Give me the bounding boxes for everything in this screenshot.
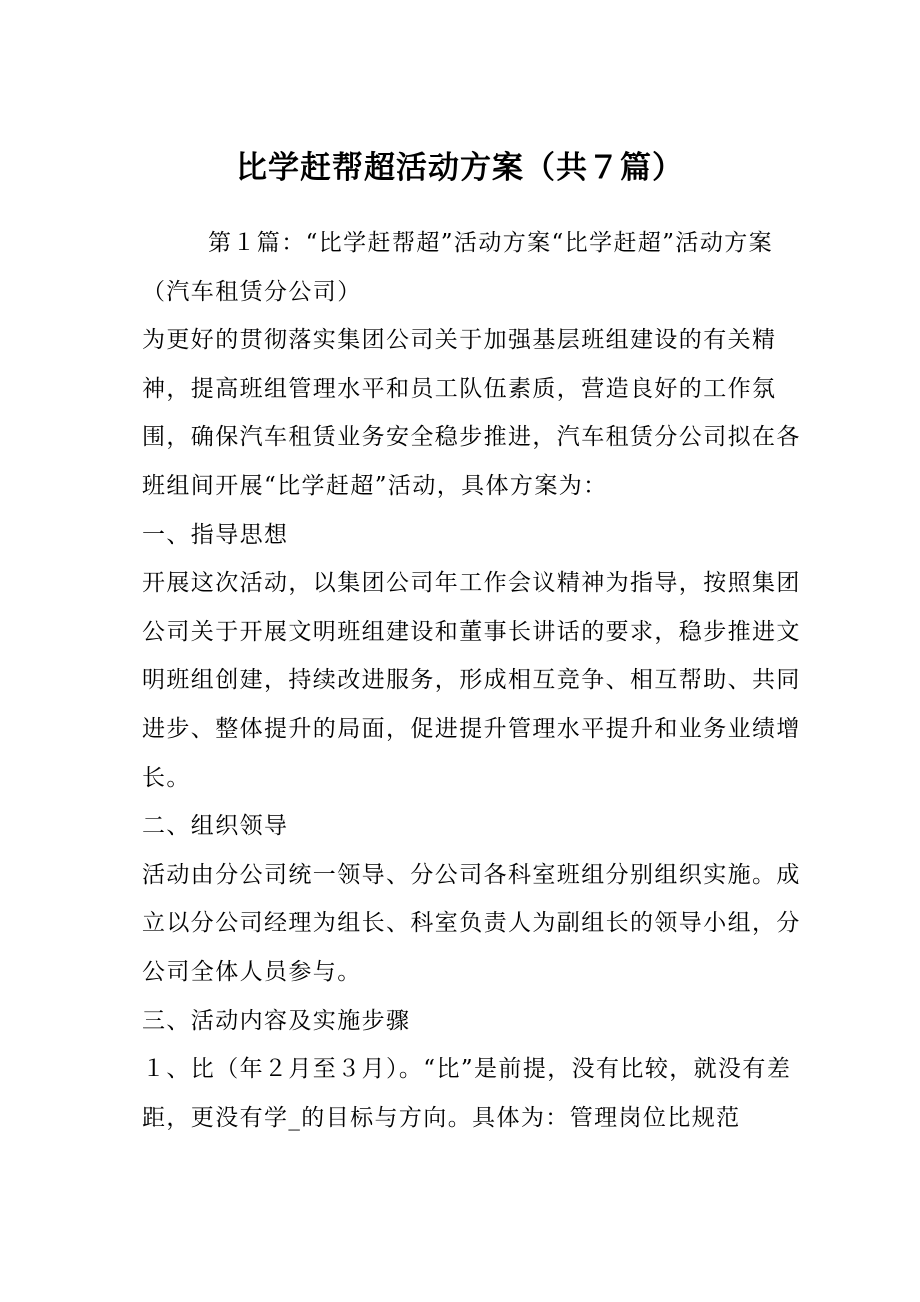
paragraph-activity-step-1: １、比（年２月至３月）。“比”是前提，没有比较，就没有差距，更没有学_的目标与方向。具体为：管理岗位比规范 [142, 1056, 792, 1131]
document-title: 比学赶帮超活动方案（共７篇） [236, 150, 684, 186]
document-body [142, 219, 802, 1142]
section-heading-guiding-thought: 一、指导思想 [142, 521, 289, 548]
paragraph-organization: 活动由分公司统一领导、分公司各科室班组分别组织实施。成立以分公司经理为组长、科室负责人为副组长的领导小组，分公司全体人员参与。 [142, 861, 801, 985]
paragraph-guiding-thought: 开展这次活动，以集团公司年工作会议精神为指导，按照集团公司关于开展文明班组建设和董事长讲话的要求，稳步推进文明班组创建，持续改进服务，形成相互竞争、相互帮助、共同进步、整体提升的局面，促进提升管理水平提升和业务业绩增长。 [142, 570, 801, 791]
section-heading-activity-content: 三、活动内容及实施步骤 [142, 1007, 411, 1034]
paragraph-subtitle: 第１篇：“比学赶帮超”活动方案“比学赶超”活动方案 [208, 230, 774, 256]
paragraph-intro: 为更好的贯彻落实集团公司关于加强基层班组建设的有关精神，提高班组管理水平和员工队伍素质，营造良好的工作氛围，确保汽车租赁业务安全稳步推进，汽车租赁分公司拟在各班组间开展“比学赶超”活动，具体方案为： [142, 327, 801, 499]
paragraph-company: （汽车租赁分公司） [142, 278, 362, 305]
section-heading-organization: 二、组织领导 [142, 813, 289, 840]
